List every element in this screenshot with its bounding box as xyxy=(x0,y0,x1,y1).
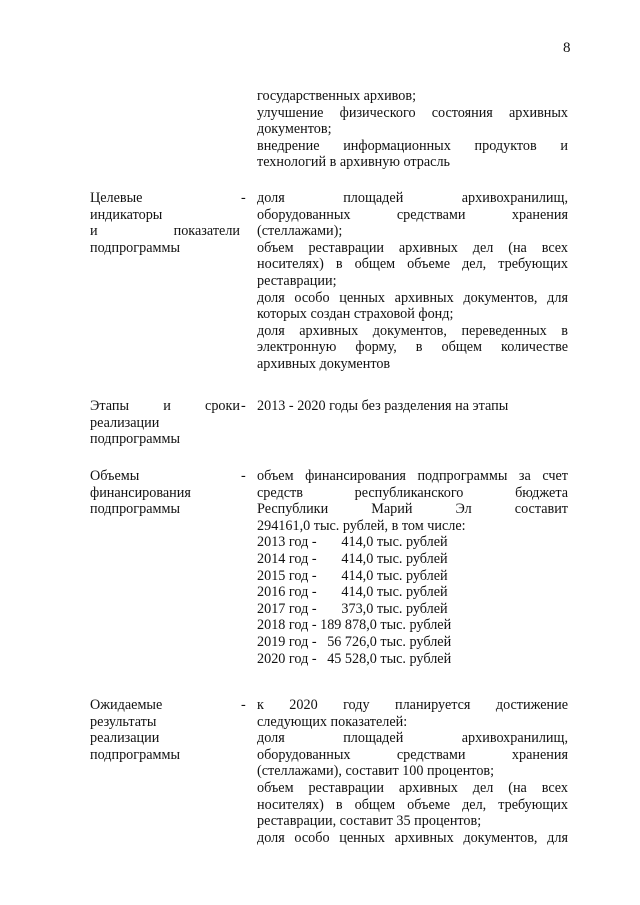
financing-dash: - xyxy=(241,468,246,484)
label-line: подпрограммы xyxy=(90,746,180,763)
financing-year-row: 2017 год - 373,0 тыс. рублей xyxy=(257,600,448,617)
text-line: реставрации, составит 35 процентов; xyxy=(257,813,482,830)
paragraph xyxy=(257,730,568,780)
text-line: доля площадей архивохранилищ, xyxy=(257,190,568,206)
text-line: следующих показателей: xyxy=(257,713,408,730)
text-line: доля площадей архивохранилищ, xyxy=(257,730,568,747)
text-line: оборудованных средствами хранения xyxy=(257,206,568,223)
label-line: и показатели xyxy=(90,223,240,240)
indicators-dash: - xyxy=(241,190,246,206)
financing-year-row: 2016 год - 414,0 тыс. рублей xyxy=(257,584,448,601)
label-line: Этапы и сроки xyxy=(90,398,240,414)
paragraph xyxy=(257,240,568,290)
paragraph xyxy=(257,780,568,830)
text-line: средств республиканского бюджета xyxy=(257,484,568,501)
financing-year-row: 2014 год - 414,0 тыс. рублей xyxy=(257,550,448,567)
text-line: внедрение информационных продуктов и xyxy=(257,137,568,154)
financing-year-row: 2020 год - 45 528,0 тыс. рублей xyxy=(257,650,452,667)
text-line: 294161,0 тыс. рублей, в том числе: xyxy=(257,517,466,534)
text-line: носителях) в общем объеме дел, требующих xyxy=(257,256,568,273)
text-line: объем финансирования подпрограммы за счет xyxy=(257,468,568,484)
financing-year-row: 2018 год - 189 878,0 тыс. рублей xyxy=(257,617,452,634)
text-line: государственных архивов; xyxy=(257,88,417,104)
text-line: которых создан страховой фонд; xyxy=(257,306,454,323)
text-line: (стеллажами), составит 100 процентов; xyxy=(257,763,495,780)
stages-line: 2013 - 2020 годы без разделения на этапы xyxy=(257,398,509,414)
label-line: Целевые xyxy=(90,190,143,206)
text-line: реставрации; xyxy=(257,272,337,289)
financing-year-row: 2019 год - 56 726,0 тыс. рублей xyxy=(257,633,452,650)
text-line: доля архивных документов, переведенных в xyxy=(257,322,568,339)
label-line: Ожидаемые xyxy=(90,697,163,713)
text-line: электронную форму, в общем количестве xyxy=(257,339,568,356)
financing-year-row: 2013 год - 414,0 тыс. рублей xyxy=(257,534,448,551)
indicators-text xyxy=(257,190,568,373)
text-line: Республики Марий Эл составит xyxy=(257,501,568,518)
paragraph xyxy=(257,290,568,323)
results-dash: - xyxy=(241,697,246,713)
stages-label xyxy=(90,398,240,448)
top-continuation-text xyxy=(257,88,568,171)
stages-dash: - xyxy=(241,398,246,414)
paragraph xyxy=(257,88,568,171)
text-line: архивных документов xyxy=(257,355,391,372)
paragraph xyxy=(257,323,568,373)
paragraph xyxy=(257,830,568,847)
indicators-label xyxy=(90,190,240,256)
text-line: (стеллажами); xyxy=(257,223,343,240)
page-number: 8 xyxy=(563,40,571,56)
text-line: объем реставрации архивных дел (на всех xyxy=(257,239,568,256)
text-line: к 2020 году планируется достижение xyxy=(257,697,568,713)
financing-label xyxy=(90,468,240,518)
financing-text xyxy=(257,468,568,667)
label-line: реализации xyxy=(90,414,160,431)
paragraph xyxy=(257,468,568,534)
text-line: оборудованных средствами хранения xyxy=(257,746,568,763)
text-line: технологий в архивную отрасль xyxy=(257,154,450,171)
results-text xyxy=(257,697,568,846)
paragraph xyxy=(257,697,568,730)
results-label xyxy=(90,697,240,763)
paragraph xyxy=(257,190,568,240)
label-line: индикаторы xyxy=(90,206,163,223)
label-line: Объемы xyxy=(90,468,140,484)
label-line: результаты xyxy=(90,713,157,730)
label-line: финансирования xyxy=(90,484,191,501)
label-line: подпрограммы xyxy=(90,431,180,448)
text-line: доля особо ценных архивных документов, для xyxy=(257,829,568,846)
text-line: носителях) в общем объеме дел, требующих xyxy=(257,796,568,813)
label-line: реализации xyxy=(90,730,160,747)
text-line: улучшение физического состояния архивных xyxy=(257,104,568,121)
label-line: подпрограммы xyxy=(90,501,180,518)
text-line: документов; xyxy=(257,121,332,138)
financing-year-row: 2015 год - 414,0 тыс. рублей xyxy=(257,567,448,584)
label-line: подпрограммы xyxy=(90,239,180,256)
text-line: объем реставрации архивных дел (на всех xyxy=(257,779,568,796)
text-line: доля особо ценных архивных документов, для xyxy=(257,289,568,306)
stages-text xyxy=(257,398,568,415)
